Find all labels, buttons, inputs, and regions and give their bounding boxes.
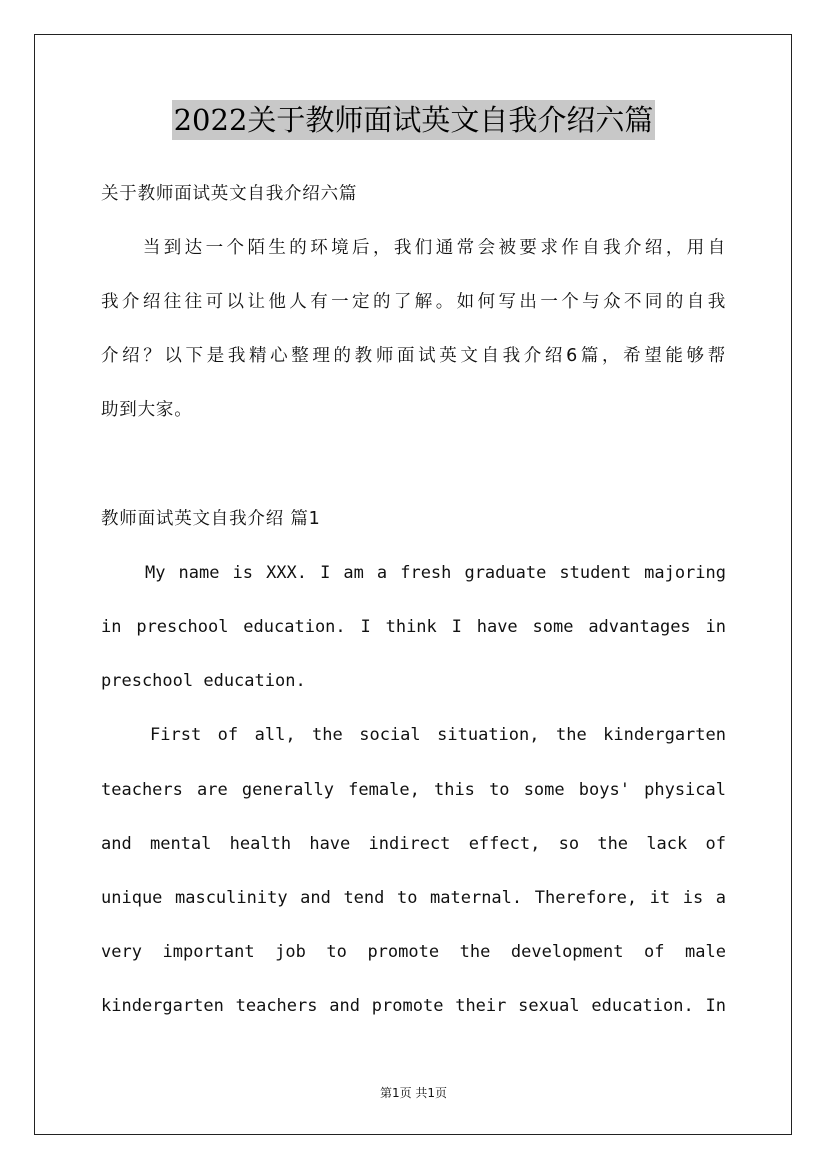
page-footer: 第1页 共1页 [379, 1086, 448, 1100]
section-heading: 教师面试英文自我介绍 篇1 [101, 509, 321, 529]
body-line-6: and mental health have indirect effect, so the lack of [101, 834, 726, 854]
body-line-1: My name is XXX. I am a fresh graduate student majoring [145, 563, 726, 583]
body-line-4: First of all, the social situation, the kindergarten [150, 725, 726, 745]
subtitle-line: 关于教师面试英文自我介绍六篇 [101, 184, 358, 204]
title-container [0, 100, 827, 140]
body-line-5: teachers are generally female, this to some boys' physical [101, 780, 726, 800]
intro-line-2: 我介绍往往可以让他人有一定的了解。如何写出一个与众不同的自我 [101, 292, 726, 312]
body-line-8: very important job to promote the development of male [101, 942, 726, 962]
body-line-2: in preschool education. I think I have some advantages in [101, 617, 726, 637]
body-line-3: preschool education. [101, 671, 306, 691]
body-line-7: unique masculinity and tend to maternal. Therefore, it is a [101, 888, 726, 908]
intro-line-1: 当到达一个陌生的环境后，我们通常会被要求作自我介绍，用自 [101, 238, 726, 258]
document-title: 2022关于教师面试英文自我介绍六篇 [172, 100, 656, 140]
intro-line-3: 介绍？以下是我精心整理的教师面试英文自我介绍6篇，希望能够帮 [101, 346, 726, 366]
body-line-9: kindergarten teachers and promote their sexual education. In [101, 996, 726, 1016]
intro-line-4: 助到大家。 [101, 400, 193, 420]
